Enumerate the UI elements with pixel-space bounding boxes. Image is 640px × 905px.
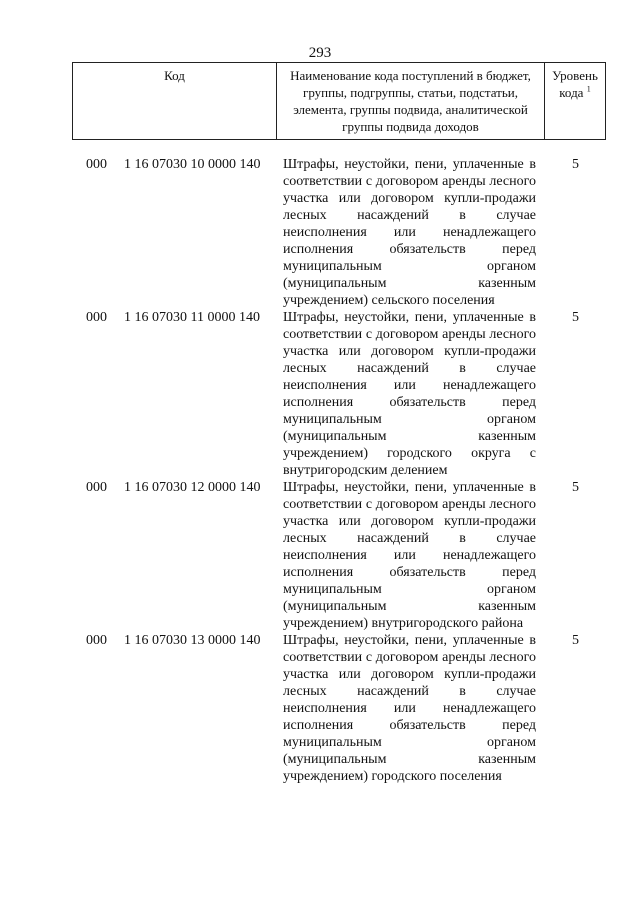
row-name: Штрафы, неустойки, пени, уплаченные в соответствии с договором аренды лесного участка или договором купли-продажи лесных насаждений в случае неисполнения или ненадлежащего исполнения обязательств перед муниципальным органом (муниципальным казенным учреждением) городского округа с внутригородским делением [283,310,536,478]
header-level-footnote: 1 [586,84,591,94]
row-level: 5 [572,310,579,325]
header-name: Наименование кода поступлений в бюджет, группы, подгруппы, статьи, подстатьи, элемента, группы подвида, аналитической группы подвида доходов [277,63,545,139]
row-code: 1 16 07030 10 0000 140 [124,157,261,172]
table-row [72,309,606,479]
row-prefix: 000 [86,633,107,648]
row-level: 5 [572,480,579,495]
table-row [72,156,606,309]
table-body [72,156,606,785]
header-level [545,63,606,139]
row-prefix: 000 [86,310,107,325]
row-code: 1 16 07030 11 0000 140 [124,310,260,325]
table-header [72,62,606,140]
header-level-label: Уровень кода [552,68,598,100]
row-code: 1 16 07030 13 0000 140 [124,633,261,648]
header-code: Код [72,63,277,139]
row-name: Штрафы, неустойки, пени, уплаченные в соответствии с договором аренды лесного участка или договором купли-продажи лесных насаждений в случае неисполнения или ненадлежащего исполнения обязательств перед муниципальным органом (муниципальным казенным учреждением) сельского поселения [283,157,536,308]
table-row [72,632,606,785]
row-name: Штрафы, неустойки, пени, уплаченные в соответствии с договором аренды лесного участка или договором купли-продажи лесных насаждений в случае неисполнения или ненадлежащего исполнения обязательств перед муниципальным органом (муниципальным казенным учреждением) городского поселения [283,633,536,784]
row-prefix: 000 [86,157,107,172]
row-prefix: 000 [86,480,107,495]
row-name: Штрафы, неустойки, пени, уплаченные в соответствии с договором аренды лесного участка или договором купли-продажи лесных насаждений в случае неисполнения или ненадлежащего исполнения обязательств перед муниципальным органом (муниципальным казенным учреждением) внутригородского района [283,480,536,631]
row-level: 5 [572,157,579,172]
row-code: 1 16 07030 12 0000 140 [124,480,261,495]
page-number: 293 [308,45,332,61]
row-level: 5 [572,633,579,648]
table-row [72,479,606,632]
